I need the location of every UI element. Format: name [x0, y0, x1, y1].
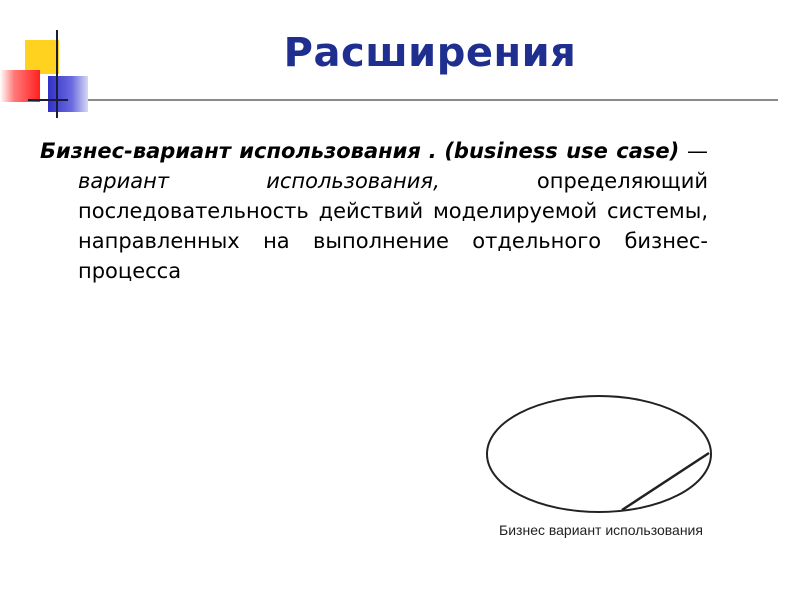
decor-yellow-square — [25, 40, 59, 74]
definition-italic-part: вариант использования, — [78, 169, 440, 193]
business-use-case-symbol — [480, 386, 720, 536]
definition-rest: определяющий последовательность действий моделируемой системы, направленных на выполнение отдельного бизнес-процесса — [78, 169, 708, 283]
decor-red-square — [0, 70, 40, 102]
decor-short-horizontal-line — [28, 99, 68, 101]
definition-term: Бизнес-вариант использования — [40, 139, 421, 163]
definition-term-dot: . — [428, 139, 437, 163]
use-case-ellipse — [487, 396, 711, 512]
slide-title: Расширения — [283, 30, 577, 76]
decor-blue-square — [48, 76, 88, 112]
definition-term-english: (business use case) — [444, 139, 680, 163]
decor-vertical-line — [56, 30, 58, 118]
diagram-caption: Бизнес вариант использования — [499, 522, 703, 538]
definition-dash: — — [686, 139, 708, 163]
title-underline — [88, 99, 778, 101]
definition-paragraph — [40, 136, 708, 286]
